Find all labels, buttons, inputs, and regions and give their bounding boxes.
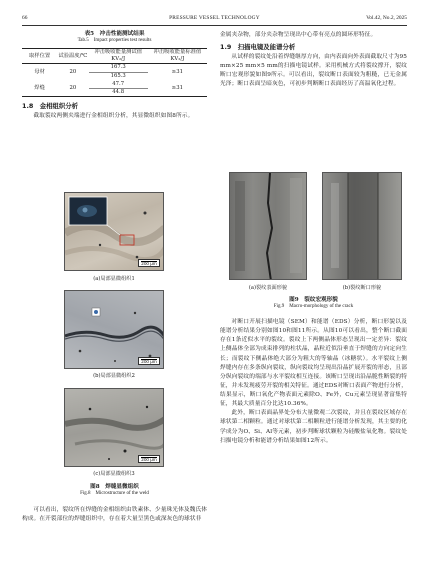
fracture-surface-image	[322, 172, 402, 280]
fracture-surface-texture	[323, 173, 402, 280]
right-column-top	[220, 31, 407, 89]
table-cell: ≥31	[171, 85, 183, 91]
header-rule	[22, 25, 407, 26]
figure8-sub-a-caption: (a)局部显微组织1	[93, 276, 135, 282]
sem-eds-paragraph: 对断口开展扫描电镜（SEM）和能谱（EDS）分析，断口形貌以及能谱分析结果分别如图10和图11所示。从图10可以看出，整个断口截面存在1条近似水平的裂纹。裂纹上下两侧晶体形态呈现出一定差异：裂纹上侧晶体全部为成束排列的柱状晶，晶粒近似沿垂直于焊缝的方向定向生长；而裂纹下侧晶体绝大部分为粗大的等轴晶（冰糖状）。水平裂纹上侧焊缝内存在多条纵向裂纹，纵向裂纹均呈现出沿晶扩展开裂的形态，且部分纵向裂纹的端部与水平裂纹相互连接。该断口呈现出沿晶脆性断裂的特征，并未发现疲劳开裂的相关特征。通过EDS对断口表面产物进行分析，结果显示，断口氧化产物表面元素除O、Fe外，Cu元素呈现显著富集特征，其最大质量百分比达10.36%。	[220, 319, 407, 408]
table5-caption-cn: 表5 冲击性能测试结果	[84, 31, 145, 37]
table5-caption-en: Tab.5 Impact properties test results	[77, 38, 152, 44]
micrograph-image-b	[64, 290, 164, 369]
second-phase-paragraph: 此外，断口表面晶界处分布大量微观二次裂纹，并且在裂纹区域存在球状第二相颗粒。通过对球状第二相颗粒进行能谱分析发现，其主要的化学成分为O、Si、Al等元素，初步判断球状颗粒为硅酸盐氧化物。裂纹处扫描电镜分析和能谱分析结果如图12所示。	[220, 410, 407, 444]
table-cell: 165.3	[89, 72, 148, 80]
impact-results-table	[22, 48, 207, 98]
figure8-sub-c-caption: (c)局部显微组织3	[93, 471, 135, 477]
section-1-8-paragraph: 截取裂纹两侧夹端进行金相组织分析，其显微组织如图8所示。	[33, 113, 194, 120]
figure8-caption-block	[22, 484, 207, 498]
scale-bar: 200 μm	[138, 357, 160, 365]
table-row	[22, 63, 207, 72]
table-header: 试验温度/℃	[58, 52, 88, 59]
figure8-caption-cn: 图8 焊缝显微组织	[90, 484, 139, 490]
table-cell: 47.7	[112, 80, 125, 87]
figure9-sub-b-caption: (b)裂纹断口形貌	[342, 285, 382, 291]
left-column	[22, 31, 207, 121]
table-header: 冲击吸收能量测试值KV₂/J	[94, 49, 143, 62]
figure9-caption-cn: 图9 裂纹宏观形貌	[289, 297, 338, 303]
journal-title: PRESSURE VESSEL TECHNOLOGY	[169, 15, 260, 21]
table-header: 取样位置	[28, 52, 51, 59]
table-cell: ≥31	[171, 68, 183, 75]
figure9-caption-en: Fig.9 Macro-morphology of the crack	[273, 304, 354, 310]
crack-surface-texture	[230, 173, 307, 280]
left-bottom-text	[22, 506, 207, 524]
micrograph-image-a	[64, 192, 164, 271]
section-1-8-heading: 1.8 金相组织分析	[22, 102, 79, 111]
micrograph-image-c	[64, 388, 164, 467]
section-1-9-paragraph: 从试样的裂纹处沿着焊缝继厚方向，由内表面向外表面截取尺寸为95 mm×25 mm×5 mm的扫描电镜试样。采用机械方式将裂纹撑开，裂纹断口宏观形貌如图9所示。可以看出，裂纹断口表面较为粗糙，已无金属光泽；断口表面呈暗灰色，可初步判断断口表面经历了高温氧化过程。	[220, 53, 407, 88]
crack-surface-image	[229, 172, 307, 280]
table-cell: 焊缝	[34, 85, 45, 91]
table-cell: 20	[69, 85, 77, 91]
table-cell: 167.3	[110, 64, 126, 71]
right-column-bottom	[220, 318, 407, 446]
table-cell: 母材	[34, 68, 45, 75]
page-number: 66	[22, 15, 28, 21]
figure8-caption-en: Fig.8 Microstructure of the weld	[80, 491, 149, 497]
volume-issue: Vol.42, No.2, 2025	[366, 15, 407, 21]
table-cell: 44.8	[89, 88, 148, 97]
table-header: 冲击吸收能量标准值KV₂/J	[153, 49, 202, 62]
section-1-9-heading: 1.9 扫描电镜及能谱分析	[220, 43, 296, 52]
figure9-caption-block	[220, 297, 407, 311]
table-cell: 20	[69, 68, 77, 75]
analysis-paragraph-left: 可以看出，裂纹所在焊缝的金相组织由铁素体、少量珠光体及魏氏体构成。在开裂部位的焊缝组织中，存在着大量呈黑色或深灰色的球状非	[22, 507, 208, 523]
scale-bar: 200 μm	[138, 455, 160, 463]
figure9-sub-a-caption: (a)裂纹表面形貌	[248, 285, 288, 291]
figure8-sub-b-caption: (b)局部显微组织2	[93, 373, 135, 379]
scale-bar: 200 μm	[138, 259, 160, 267]
table-row	[22, 80, 207, 88]
analysis-paragraph-right-continued: 金属夹杂物，部分夹杂物呈现出中心带有亮点的圆环形特征。	[220, 32, 377, 38]
